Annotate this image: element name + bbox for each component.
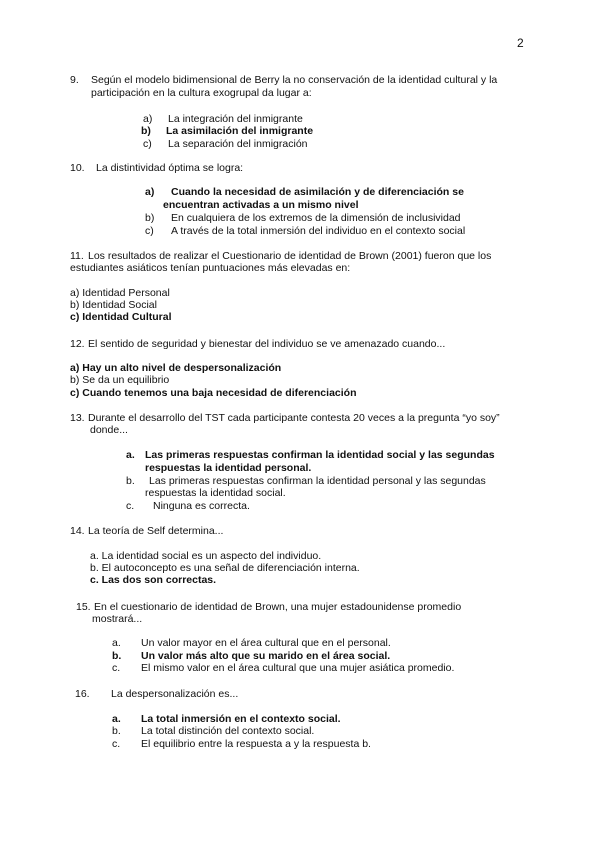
question-text: estudiantes asiáticos tenían puntuaciones más elevadas en: bbox=[70, 262, 351, 274]
correct-option-text: Un valor más alto que su marido en el área social. bbox=[141, 650, 391, 662]
option-text: respuestas la identidad social. bbox=[145, 487, 286, 499]
correct-option-text: c) Cuando tenemos una baja necesidad de diferenciación bbox=[70, 387, 357, 399]
option-label: b. bbox=[112, 725, 121, 737]
correct-option-text: Cuando la necesidad de asimilación y de diferenciación se bbox=[171, 186, 464, 198]
option-text: b) Se da un equilibrio bbox=[70, 374, 170, 386]
option-text: Ninguna es correcta. bbox=[153, 500, 250, 512]
question-text: En el cuestionario de identidad de Brown, una mujer estadounidense promedio bbox=[94, 601, 462, 613]
correct-option-text: c. Las dos son correctas. bbox=[90, 574, 217, 586]
option-text: La separación del inmigración bbox=[168, 138, 308, 150]
question-text: La distintividad óptima se logra: bbox=[96, 162, 244, 174]
option-text: b) Identidad Social bbox=[70, 299, 157, 311]
option-text: En cualquiera de los extremos de la dimensión de inclusividad bbox=[171, 212, 461, 224]
question-text: La despersonalización es... bbox=[111, 688, 239, 700]
option-label: a. bbox=[112, 713, 121, 725]
correct-option-text: Las primeras respuestas confirman la identidad social y las segundas bbox=[145, 449, 495, 461]
page-number: 2 bbox=[517, 36, 524, 50]
question-text: El sentido de seguridad y bienestar del individuo se ve amenazado cuando... bbox=[88, 338, 446, 350]
option-text: Las primeras respuestas confirman la identidad personal y las segundas bbox=[149, 475, 486, 487]
option-label: c. bbox=[126, 500, 135, 512]
question-text: mostrará... bbox=[92, 613, 143, 625]
correct-option-text: La total inmersión en el contexto social. bbox=[141, 713, 341, 725]
question-text: Durante el desarrollo del TST cada participante contesta 20 veces a la pregunta “yo soy” bbox=[88, 412, 500, 424]
option-text: La total distinción del contexto social. bbox=[141, 725, 315, 737]
option-label: a) bbox=[145, 186, 155, 198]
option-label: b) bbox=[145, 212, 155, 224]
correct-option-text: encuentran activadas a un mismo nivel bbox=[163, 199, 359, 211]
option-label: b. bbox=[126, 475, 135, 487]
correct-option-text: La asimilación del inmigrante bbox=[166, 125, 314, 137]
question-number: 15. bbox=[76, 601, 91, 613]
option-text: El equilibrio entre la respuesta a y la respuesta b. bbox=[141, 738, 371, 750]
option-label: b. bbox=[112, 650, 122, 662]
option-text: b. El autoconcepto es una señal de diferenciación interna. bbox=[90, 562, 360, 574]
question-text: participación en la cultura exogrupal da lugar a: bbox=[91, 87, 312, 99]
option-text: El mismo valor en el área cultural que una mujer asiática promedio. bbox=[141, 662, 455, 674]
option-label: a) bbox=[143, 113, 153, 125]
option-label: a. bbox=[126, 449, 135, 461]
option-label: c. bbox=[112, 662, 121, 674]
question-number: 12. bbox=[70, 338, 85, 350]
option-label: b) bbox=[141, 125, 151, 137]
correct-option-text: c) Identidad Cultural bbox=[70, 311, 172, 323]
option-text: La integración del inmigrante bbox=[168, 113, 303, 125]
option-label: c. bbox=[112, 738, 121, 750]
question-number: 11. bbox=[70, 250, 84, 262]
option-label: a. bbox=[112, 637, 121, 649]
option-label: c) bbox=[143, 138, 152, 150]
question-text: La teoría de Self determina... bbox=[88, 525, 224, 537]
question-number: 13. bbox=[70, 412, 85, 424]
question-number: 16. bbox=[75, 688, 90, 700]
option-text: a) Identidad Personal bbox=[70, 287, 170, 299]
option-text: Un valor mayor en el área cultural que en el personal. bbox=[141, 637, 391, 649]
option-label: c) bbox=[145, 225, 154, 237]
question-number: 14. bbox=[70, 525, 85, 537]
correct-option-text: a) Hay un alto nivel de despersonalización bbox=[70, 362, 282, 374]
option-text: A través de la total inmersión del individuo en el contexto social bbox=[171, 225, 466, 237]
option-text: a. La identidad social es un aspecto del individuo. bbox=[90, 550, 322, 562]
question-text: donde... bbox=[90, 424, 128, 436]
question-number: 9. bbox=[70, 74, 79, 86]
question-text: Según el modelo bidimensional de Berry la no conservación de la identidad cultural y la bbox=[91, 74, 498, 86]
question-number: 10. bbox=[70, 162, 85, 174]
correct-option-text: respuestas la identidad personal. bbox=[145, 462, 312, 474]
question-text: Los resultados de realizar el Cuestionario de identidad de Brown (2001) fueron que los bbox=[88, 250, 492, 262]
